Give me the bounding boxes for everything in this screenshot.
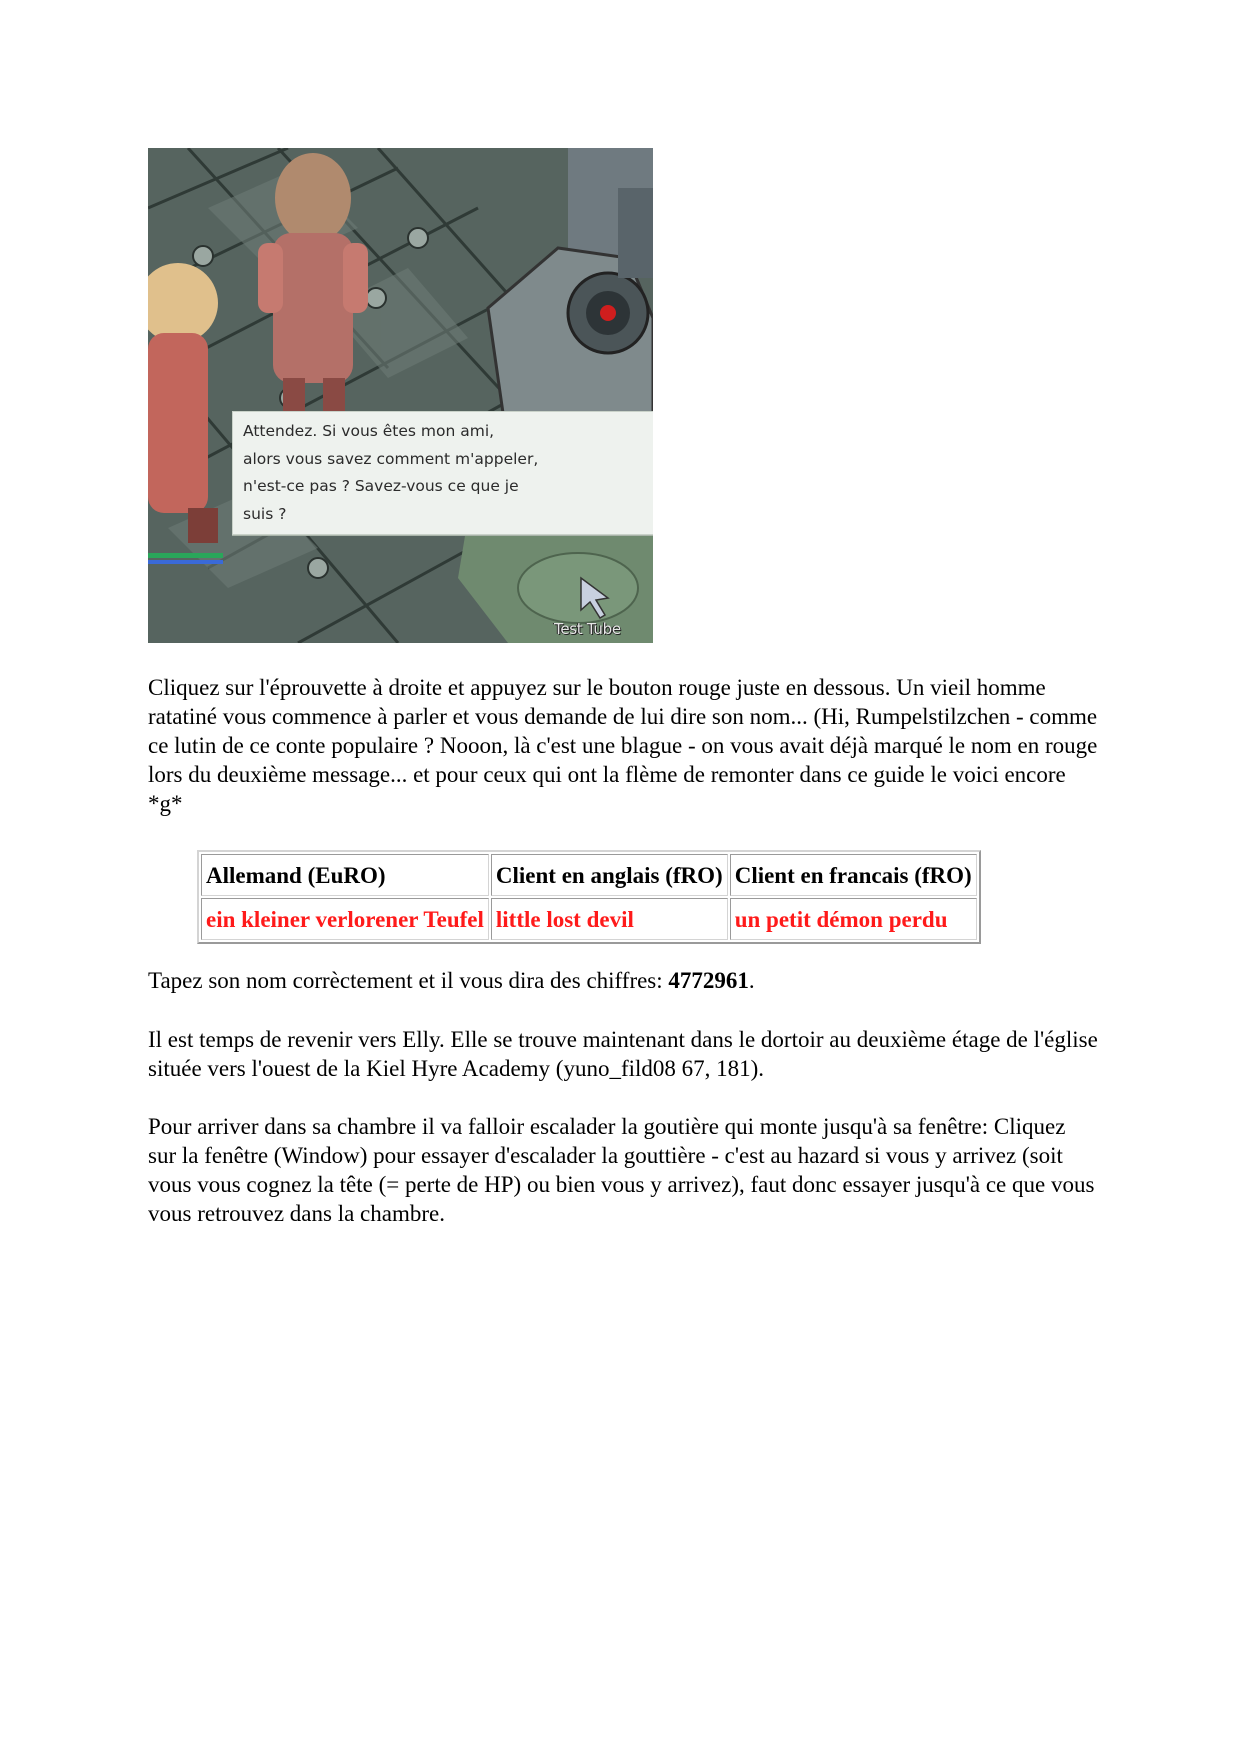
header-cell-french: Client en francais (fRO): [730, 854, 977, 896]
table-row: [201, 898, 977, 940]
code-end-text: .: [748, 968, 755, 993]
paragraph-climb-instructions: Pour arriver dans sa chambre il va falloir escalader la goutière qui monte jusqu'à sa fenêtre: Cliquez sur la fenêtre (Window) pour essayer d'escalader la gouttière - c'est au hazard si vous y arrivez (soit vous vous cognez la tête (= perte de HP) ou bien vous y arrivez), faut donc essayer jusqu'à ce que vous vous retrouvez dans la chambre.: [148, 1114, 1095, 1226]
table-header-row: [201, 854, 977, 896]
code-intro-text: Tapez son nom corrèctement et il vous dira des chiffres:: [148, 968, 669, 993]
cell-french-name: un petit démon perdu: [730, 898, 977, 940]
paragraph-code: [148, 966, 1098, 995]
object-tooltip: Test Tube: [554, 620, 621, 638]
cell-english-name: little lost devil: [491, 898, 728, 940]
code-number: 4772961: [668, 968, 749, 993]
header-cell-german: Allemand (EuRO): [201, 854, 489, 896]
paragraph-elly-location: Il est temps de revenir vers Elly. Elle se trouve maintenant dans le dortoir au deuxième étage de l'église située vers l'ouest de la Kiel Hyre Academy (yuno_fild08 67, 181).: [148, 1027, 1098, 1081]
paragraph-instructions: Cliquez sur l'éprouvette à droite et appuyez sur le bouton rouge juste en dessous. Un vieil homme ratatiné vous commence à parler et vous demande de lui dire son nom... (Hi, Rumpelstilzchen - comme ce lutin de ce conte populaire ? Nooon, là c'est une blague - on vous avait déjà marqué le nom en rouge lors du deuxième message... et pour ceux qui ont la flème de remonter dans ce guide le voici encore *g*: [148, 675, 1098, 816]
names-table: [197, 850, 981, 944]
game-screenshot: [148, 148, 653, 643]
npc-dialog-box: [232, 411, 653, 535]
game-scene-image: [148, 148, 653, 643]
npc-dialog-text: Attendez. Si vous êtes mon ami, alors vous savez comment m'appeler, n'est-ce pas ? Savez-vous ce que je suis ?: [243, 422, 539, 523]
cell-german-name: ein kleiner verlorener Teufel: [201, 898, 489, 940]
header-cell-english: Client en anglais (fRO): [491, 854, 728, 896]
